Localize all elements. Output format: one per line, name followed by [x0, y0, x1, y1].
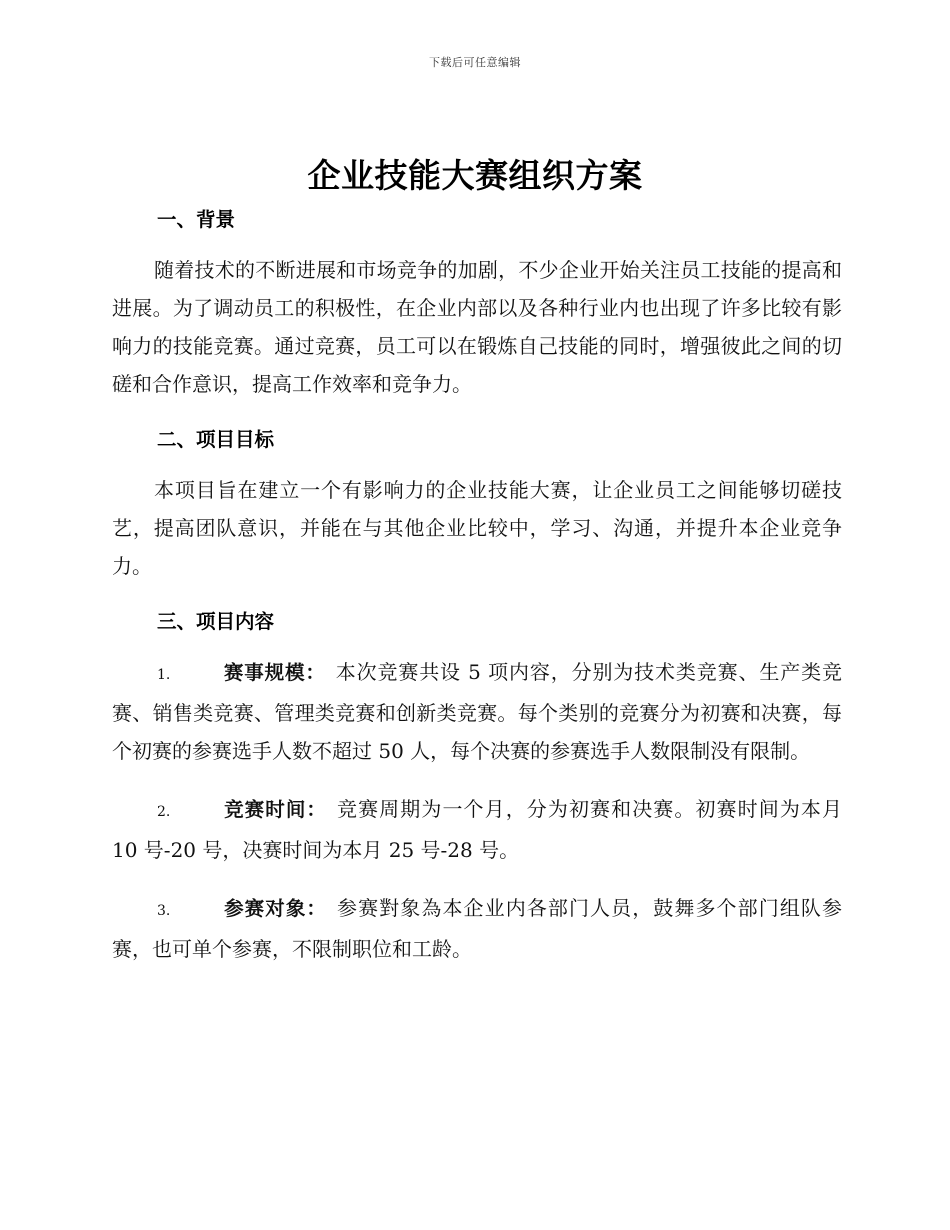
section-heading-goal: 二、项目目标 — [157, 428, 275, 451]
content-item — [112, 889, 842, 968]
content-item — [112, 653, 842, 770]
document-title: 企业技能大赛组织方案 — [307, 156, 643, 195]
item-number: 3. — [157, 903, 171, 919]
background-paragraph: 随着技术的不断进展和市场竞争的加剧，不少企业开始关注员工技能的提高和进展。为了调动员工的积极性，在企业内部以及各种行业内也出现了许多比较有影响力的技能竞赛。通过竞赛，员工可以在锻炼自己技能的同时，增强彼此之间的切磋和合作意识，提高工作效率和竞争力。 — [112, 258, 842, 396]
header-note: 下载后可任意编辑 — [429, 56, 521, 69]
section-heading-content: 三、项目内容 — [157, 610, 275, 633]
item-text: 本次竞赛共设 5 项内容，分别为技术类竞赛、生产类竞赛、销售类竞赛、管理类竞赛和创新类竞赛。每个类别的竞赛分为初赛和决赛，每个初赛的参赛选手人数不超过 50 人，每个决赛的参赛选手人数限制没有限制。 — [112, 660, 842, 763]
item-label: 参赛对象： — [223, 897, 328, 920]
item-label: 竞赛时间： — [223, 798, 328, 821]
item-number: 2. — [157, 804, 171, 820]
document-body — [112, 205, 842, 968]
item-text: 参赛對象為本企业内各部门人员，鼓舞多个部门组队参赛，也可单个参赛，不限制职位和工龄。 — [112, 896, 842, 961]
item-text: 竞赛周期为一个月，分为初赛和决赛。初赛时间为本月 10 号-20 号，决赛时间为本月 25 号-28 号。 — [112, 797, 842, 862]
item-label: 赛事规模： — [223, 661, 326, 684]
item-number: 1. — [157, 667, 171, 683]
section-heading-background: 一、背景 — [157, 208, 236, 231]
goal-paragraph: 本项目旨在建立一个有影响力的企业技能大赛，让企业员工之间能够切磋技艺，提高团队意识，并能在与其他企业比较中，学习、沟通，并提升本企业竞争力。 — [112, 478, 842, 578]
content-item — [112, 790, 842, 869]
